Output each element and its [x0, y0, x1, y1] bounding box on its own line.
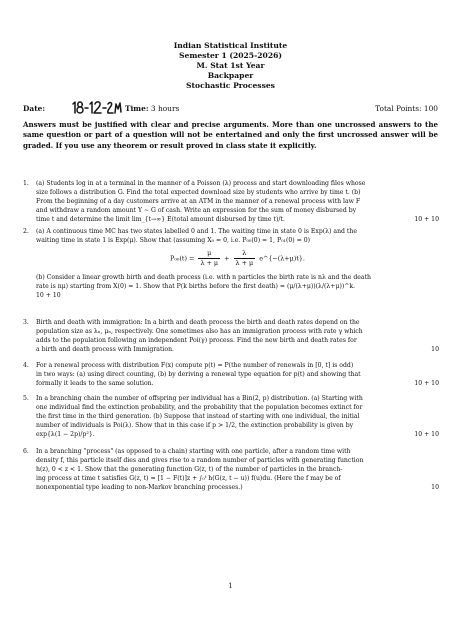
question-points: 10 + 10 — [414, 380, 439, 388]
question-number: 1. — [23, 180, 29, 187]
question-line: population size as λₙ, μₙ, respectively. One sometimes also has an immigration process with rate γ which — [36, 328, 363, 336]
instructions: Answers must be justified with clear and precise arguments. More than one uncrossed answers to the same question or part of a question will not be entertained and only the first uncrossed answer will be graded. If you use any theorem or result proved in class state it explicitly. — [23, 120, 438, 150]
question-line: one individual find the extinction probability, and the probability that the population becomes extinct for — [36, 404, 363, 412]
formula-exponential: e^{−(λ+μ)t}. — [259, 254, 305, 263]
question-line: the first time in the third generation. (b) Suppose that instead of starting with one individual, the initial — [36, 413, 360, 421]
question-line: nonexponential type leading to non-Markov branching processes.) — [36, 484, 243, 492]
fraction-numerator: μ — [198, 249, 220, 259]
display-formula — [36, 249, 439, 268]
fraction-1 — [198, 249, 220, 268]
question-line: density f, this particle itself dies and gives rise to a random number of particles with generating function — [36, 457, 364, 465]
question-number: 3. — [23, 319, 29, 326]
question-line: formally it leads to the same solution. — [36, 380, 154, 388]
question-line: (b) Consider a linear growth birth and death process (i.e. with n particles the birth rate is nλ and the death — [36, 274, 371, 282]
question-line: exp{λ(1 − 2p)/p²}. — [36, 431, 95, 439]
total-points: Total Points: 100 — [375, 104, 438, 113]
time-label: Time: — [125, 104, 149, 113]
question-line: waiting time in state 1 is Exp(μ). Show that (assuming X₀ = 0, i.e. P₀₀(0) = 1, P₀₁(0) = 0) — [36, 237, 311, 245]
question-points: 10 — [431, 346, 439, 354]
question-line: h(z), 0 < z < 1. Show that the generating function G(z, t) of the number of particles in the branch- — [36, 466, 343, 474]
page-number: 1 — [228, 582, 233, 590]
question-line: number of individuals is Poi(λ). Show that in this case if p > 1/2, the extinction probability is given by — [36, 422, 354, 430]
semester: Semester 1 (2025-2026) — [179, 51, 282, 60]
course-name: Stochastic Processes — [186, 81, 275, 90]
question-line: In a branching "process" (as opposed to a chain) starting with one particle, after a random time with — [36, 448, 351, 455]
question-line: In a branching chain the number of offspring per individual has a Bin(2, p) distribution. (a) Starting with — [36, 395, 363, 402]
question-points: 10 — [431, 484, 439, 492]
formula-plus: + — [224, 254, 230, 263]
question-line: From the beginning of a day customers arrive at an ATM in the manner of a renewal process with law F — [36, 198, 361, 206]
question-line: in two ways: (a) using direct counting, (b) by deriving a renewal type equation for p(t) and showing that — [36, 371, 361, 379]
question-line: and withdraw a random amount Y ∼ G of cash. Write an expression for the sum of money disbursed by — [36, 207, 357, 215]
question-line: time t and determine the limit lim_{t→∞} E(total amount disbursed by time t)/t. — [36, 216, 285, 224]
question-line: For a renewal process with distribution F(x) compute p(t) = P(the number of renewals in [0, t] is odd) — [36, 362, 354, 369]
fraction-denominator: λ + μ — [200, 259, 219, 268]
question-points: 10 + 10 — [36, 292, 61, 300]
exam-type: Backpaper — [207, 71, 254, 80]
fraction-denominator: λ + μ — [235, 259, 254, 268]
question-line: (a) A continuous time MC has two states labelled 0 and 1. The waiting time in state 0 is Exp(λ) and the — [36, 228, 357, 235]
question-line: size follows a distribution G. Find the total expected download size by students who arrive by time t. (b) — [36, 189, 361, 197]
question-line: (a) Students log in at a terminal in the manner of a Poisson (λ) process and start downloading files whose — [36, 180, 366, 187]
question-number: 4. — [23, 362, 29, 369]
fraction-numerator: λ — [234, 249, 256, 259]
fraction-2 — [234, 249, 256, 268]
formula-lhs: P₀₀(t) = — [170, 254, 195, 263]
date-time-line — [23, 102, 438, 116]
program: M. Stat 1st Year — [196, 61, 265, 70]
question-number: 5. — [23, 395, 29, 402]
question-line: ing process at time t satisfies G(z, t) = [1 − F(t)]z + ∫₀ᵗ h(G(z, t − u)) f(u)du. (Here the f may be of — [36, 475, 341, 483]
question-number: 2. — [23, 228, 29, 235]
question-points: 10 + 10 — [414, 431, 439, 439]
question-line: a birth and death process with Immigration. — [36, 346, 174, 354]
question-number: 6. — [23, 448, 29, 455]
time-info — [125, 102, 179, 116]
handwritten-date — [71, 100, 123, 116]
question-line: rate is nμ) starting from X(0) = 1. Show that P(k births before the first death) = (μ/(λ+μ))(λ/(λ+μ))^k. — [36, 283, 356, 291]
question-line: adds to the population following an independent Poi(γ) process. Find the new birth and death rates for — [36, 337, 357, 345]
date-label: Date: — [23, 104, 46, 113]
question-line: Birth and death with immigration: In a birth and death process the birth and death rates depend on the — [36, 319, 360, 326]
time-value: 3 hours — [150, 104, 180, 113]
institute-name: Indian Statistical Institute — [173, 41, 288, 50]
question-points: 10 + 10 — [414, 216, 439, 224]
